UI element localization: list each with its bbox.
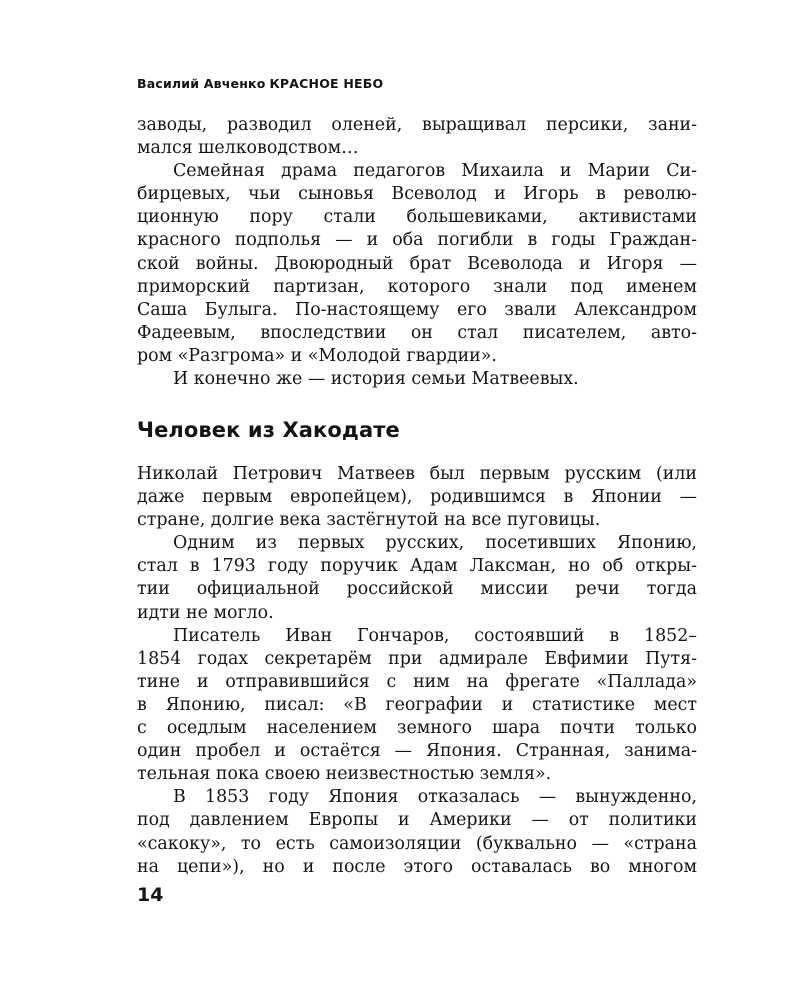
text-line: на цепи»), но и после этого оставалась во многом [137, 856, 697, 877]
text-line: с оседлым населением земного шара почти только [137, 718, 697, 739]
text-line: тельная пока своею неизвестностью земля». [137, 764, 552, 785]
text-line: один пробел и остаётся — Япония. Странная, занима- [137, 741, 697, 762]
text-line: в Японию, писал: «В географии и статистике мест [137, 694, 697, 715]
text-block-section [137, 463, 697, 879]
text-line: Николай Петрович Матвеев был первым русским (или [137, 464, 697, 484]
section-heading: Человек из Хакодате [137, 418, 400, 442]
text-line: ской войны. Двоюродный брат Всеволода и Игоря — [137, 253, 697, 274]
running-header [137, 76, 383, 91]
text-line: Одним из первых русских, посетивших Японию, [173, 533, 697, 554]
text-line: 1854 годах секретарём при адмирале Евфимии Путя- [137, 648, 697, 669]
text-line: Писатель Иван Гончаров, состоявший в 1852– [173, 625, 697, 646]
text-line: И конечно же — история семьи Матвеевых. [173, 369, 579, 390]
text-line: бирцевых, чьи сыновья Всеволод и Игорь в револю- [137, 184, 697, 205]
header-author: Василий Авченко [137, 76, 266, 91]
text-line: приморский партизан, которого знали под именем [137, 276, 697, 297]
text-line: тии официальной российской миссии речи тогда [137, 579, 697, 600]
text-block-continuation [137, 114, 697, 391]
header-book-title: КРАСНОЕ НЕБО [269, 76, 384, 91]
text-line: Саша Булыга. По-настоящему его звали Александром [137, 299, 697, 320]
text-line: тине и отправившийся с ним на фрегате «Паллада» [137, 671, 697, 692]
text-line: «сакоку», то есть самоизоляции (буквально — «страна [137, 833, 697, 854]
text-line: мался шелководством… [137, 138, 359, 159]
text-line: заводы, разводил оленей, выращивал персики, зани- [137, 115, 697, 135]
text-line: идти не могло. [137, 602, 274, 623]
text-line: стал в 1793 году поручик Адам Лаксман, но об откры- [137, 556, 697, 577]
text-line: даже первым европейцем), родившимся в Японии — [137, 487, 697, 508]
text-line: Семейная драма педагогов Михаила и Марии Си- [173, 161, 697, 182]
page-number: 14 [137, 884, 164, 906]
text-line: красного подполья — и оба погибли в годы Граждан- [137, 230, 697, 251]
text-line: стране, долгие века застёгнутой на все пуговицы. [137, 510, 601, 531]
text-line: ционную пору стали большевиками, активистами [137, 207, 697, 228]
text-line: ром «Разгрома» и «Молодой гвардии». [137, 345, 497, 366]
text-line: В 1853 году Япония отказалась — вынужденно, [173, 787, 697, 808]
text-line: под давлением Европы и Америки — от политики [137, 810, 697, 831]
text-line: Фадеевым, впоследствии он стал писателем, авто- [137, 322, 697, 343]
